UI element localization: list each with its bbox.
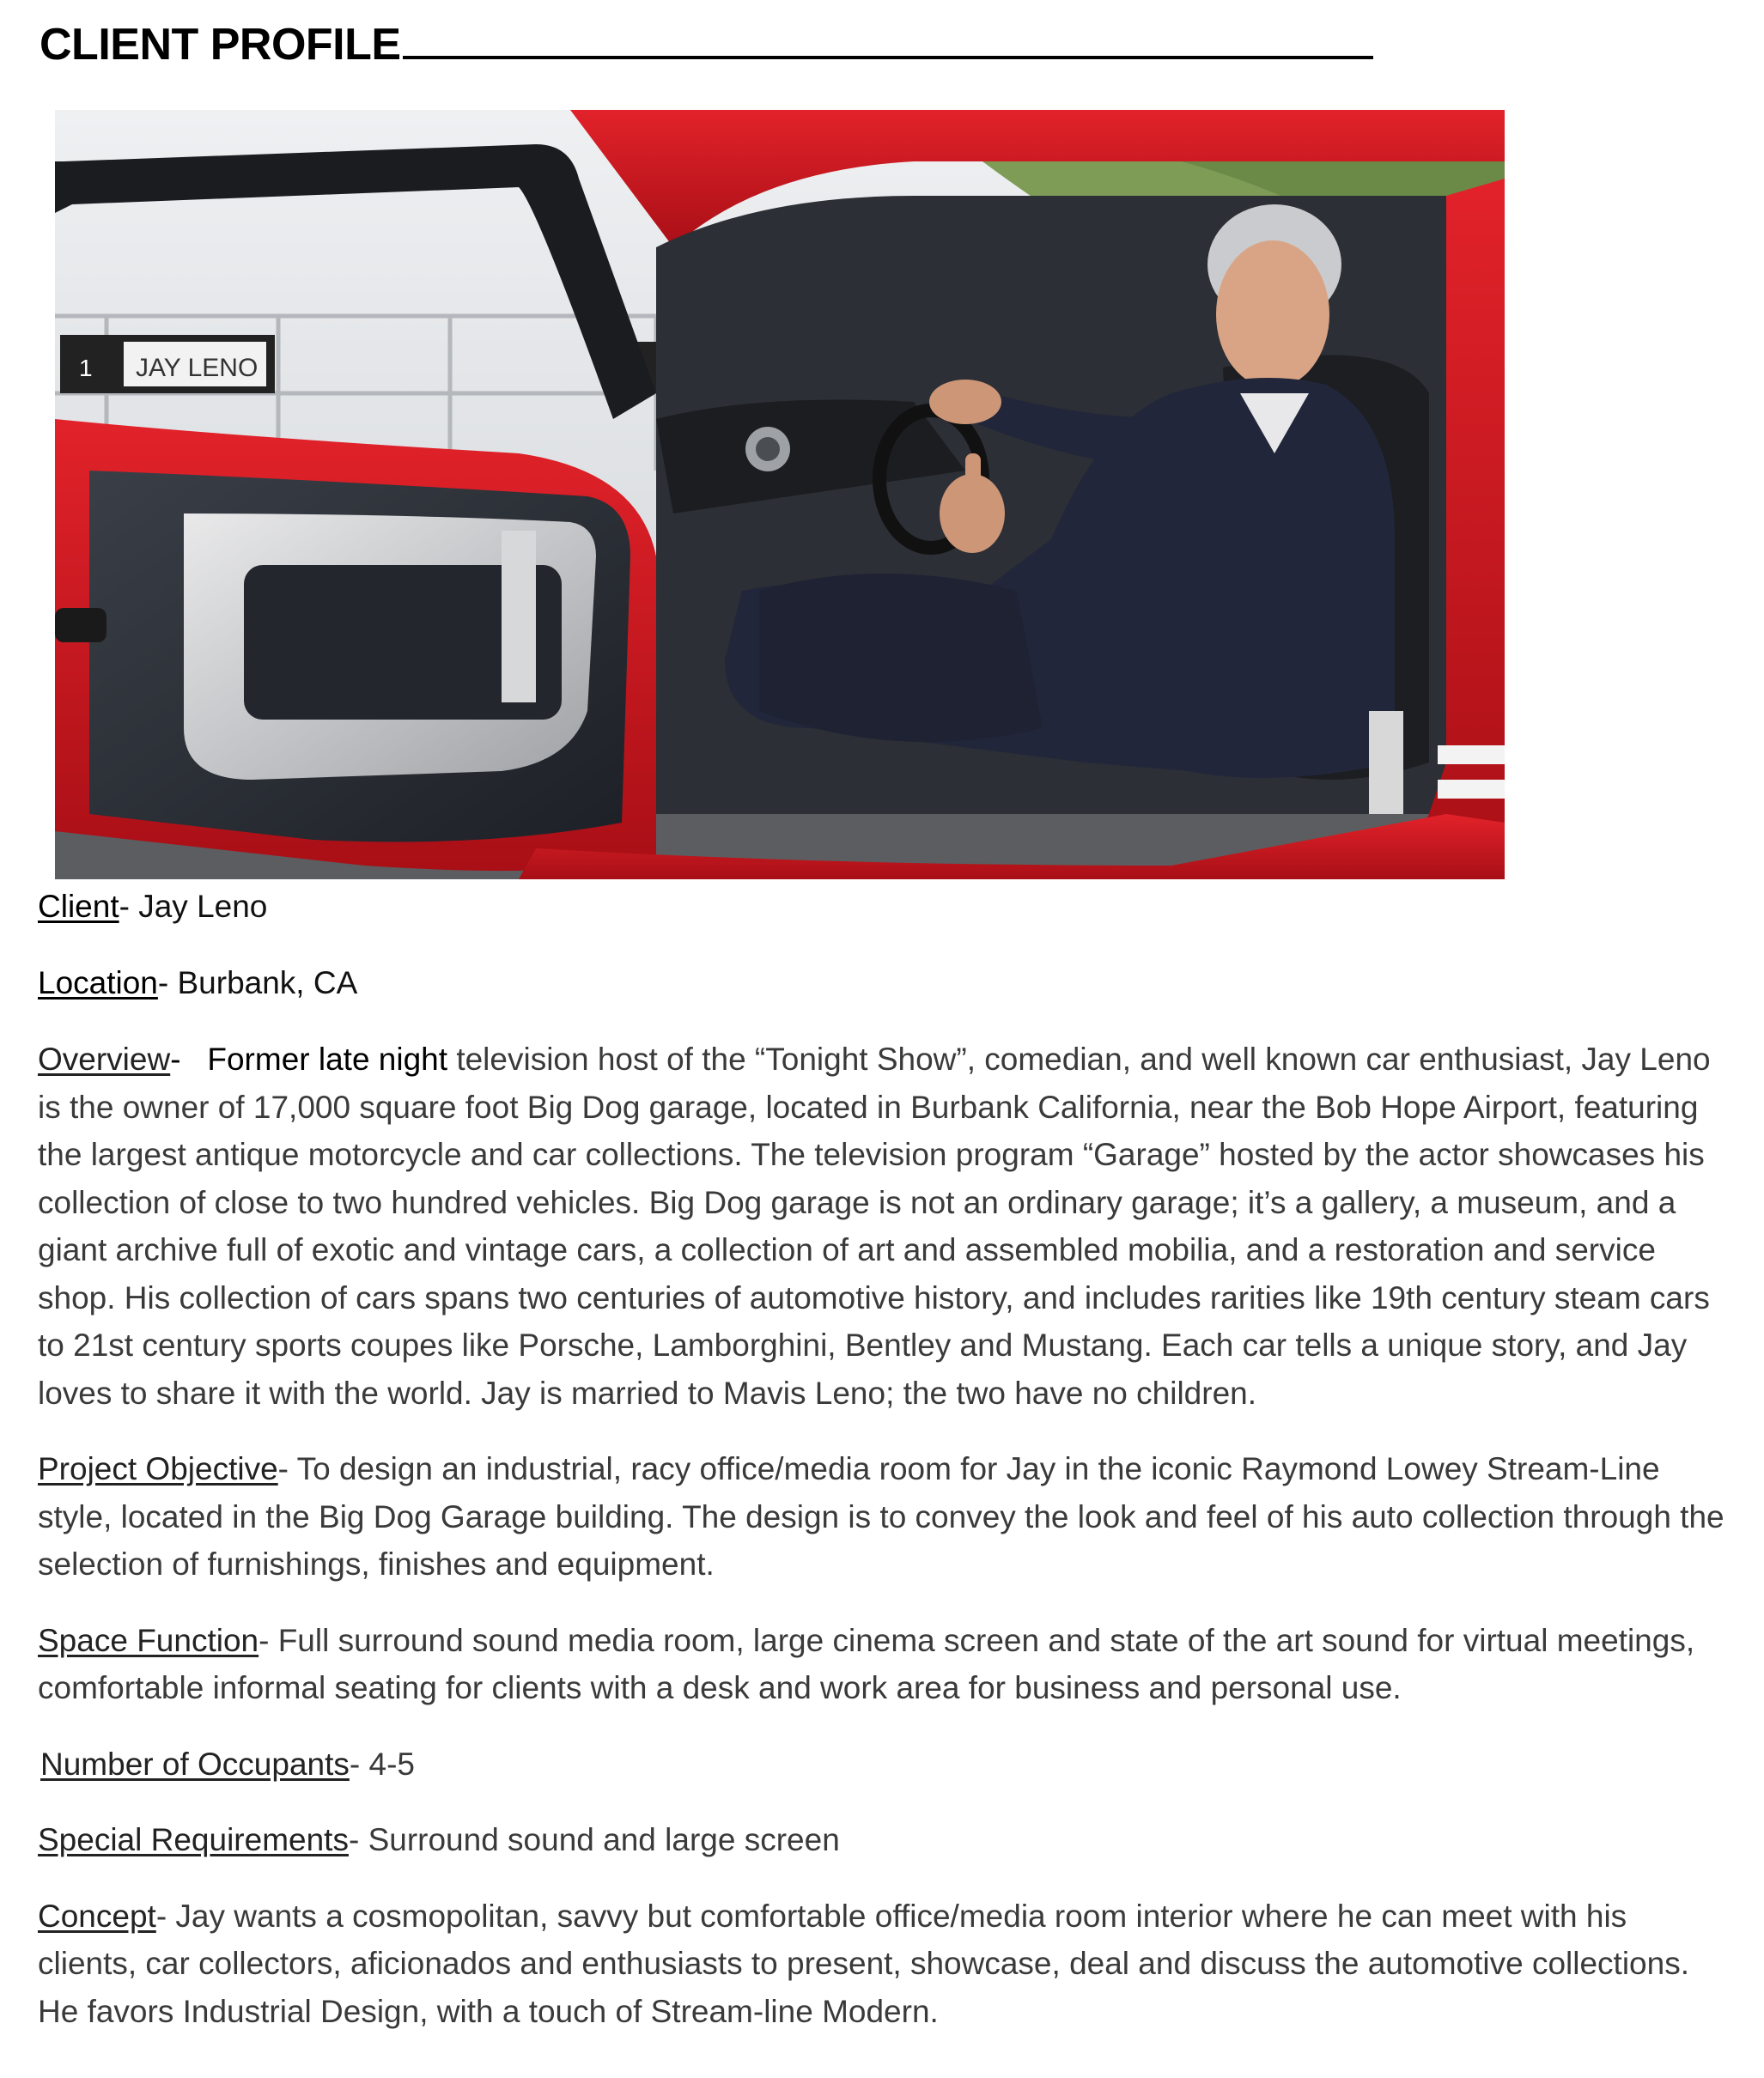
location-field (38, 959, 1730, 1006)
requirements-text: - Surround sound and large screen (348, 1822, 840, 1857)
client-value: - Jay Leno (119, 889, 268, 924)
requirements-paragraph (38, 1816, 1730, 1864)
function-label: Space Function (38, 1622, 259, 1658)
objective-label: Project Objective (38, 1451, 278, 1486)
title-underline-rule (403, 56, 1373, 59)
location-value: - Burbank, CA (157, 965, 358, 1000)
objective-text: - To design an industrial, racy office/media room for Jay in the iconic Raymond Lowey Stream-Line style, located in the Big Dog Garage building. The design is to convey the look and feel of his auto collection through the selection of furnishings, finishes and equipment. (38, 1451, 1724, 1582)
profile-details (38, 883, 1730, 2063)
overview-label: Overview (38, 1042, 171, 1077)
function-text: - Full surround sound media room, large cinema screen and state of the art sound for virtual meetings, comfortable informal seating for clients with a desk and work area for business and personal use. (38, 1622, 1695, 1705)
person-face (1216, 240, 1329, 388)
requirements-label: Special Requirements (38, 1822, 349, 1857)
objective-paragraph (38, 1445, 1730, 1589)
door-handle (55, 608, 106, 642)
parking-sign-left (60, 335, 275, 393)
concept-label: Concept (38, 1898, 156, 1934)
occupants-paragraph (38, 1741, 1730, 1789)
client-field (38, 883, 1730, 930)
person-legs (759, 574, 1043, 742)
sign-left-number: 1 (79, 355, 93, 381)
concept-text: - Jay wants a cosmopolitan, savvy but comfortable office/media room interior where he can meet with his clients, car collectors, aficionados and enthusiasts to present, showcase, deal and discuss the automotive collections. He favors Industrial Design, with a touch of Stream-line Modern. (38, 1898, 1689, 2029)
location-label: Location (38, 965, 158, 1000)
occupants-label: Number of Occupants (40, 1746, 350, 1782)
overview-separator: - (170, 1042, 208, 1077)
client-label: Client (38, 889, 119, 924)
function-paragraph (38, 1617, 1730, 1712)
concept-paragraph (38, 1893, 1730, 2036)
occupants-text: - 4-5 (349, 1746, 415, 1782)
door-sticker (1369, 711, 1403, 814)
overview-text: television host of the “Tonight Show”, comedian, and well known car enthusiast, Jay Leno is the owner of 17,000 square foot Big Dog garage, located in Burbank California, near the Bob Hope Airport, featuring the largest antique motorcycle and car collections. The television program “Garage” hosted by the actor showcases his collection of close to two hundred vehicles. Big Dog garage is not an ordinary garage; it’s a gallery, a museum, and a giant archive full of exotic and vintage cars, a collection of art and assembled mobilia, and a restoration and service shop. His collection of cars spans two centuries of automotive history, and includes rarities like 19th century steam cars to 21st century sports coupes like Porsche, Lamborghini, Bentley and Mustang. Each car tells a unique story, and Jay loves to share it with the world. Jay is married to Mavis Leno; the two have no children. (38, 1042, 1711, 1411)
overview-lead: Former late night (207, 1042, 448, 1077)
person-hand (929, 380, 1001, 424)
overview-paragraph (38, 1036, 1730, 1417)
sign-left-name: JAY LENO (136, 354, 259, 382)
racing-stripe (1438, 745, 1505, 764)
client-photo (55, 110, 1505, 879)
page-title (40, 19, 1373, 70)
page-title-text: CLIENT PROFILE (40, 20, 401, 70)
